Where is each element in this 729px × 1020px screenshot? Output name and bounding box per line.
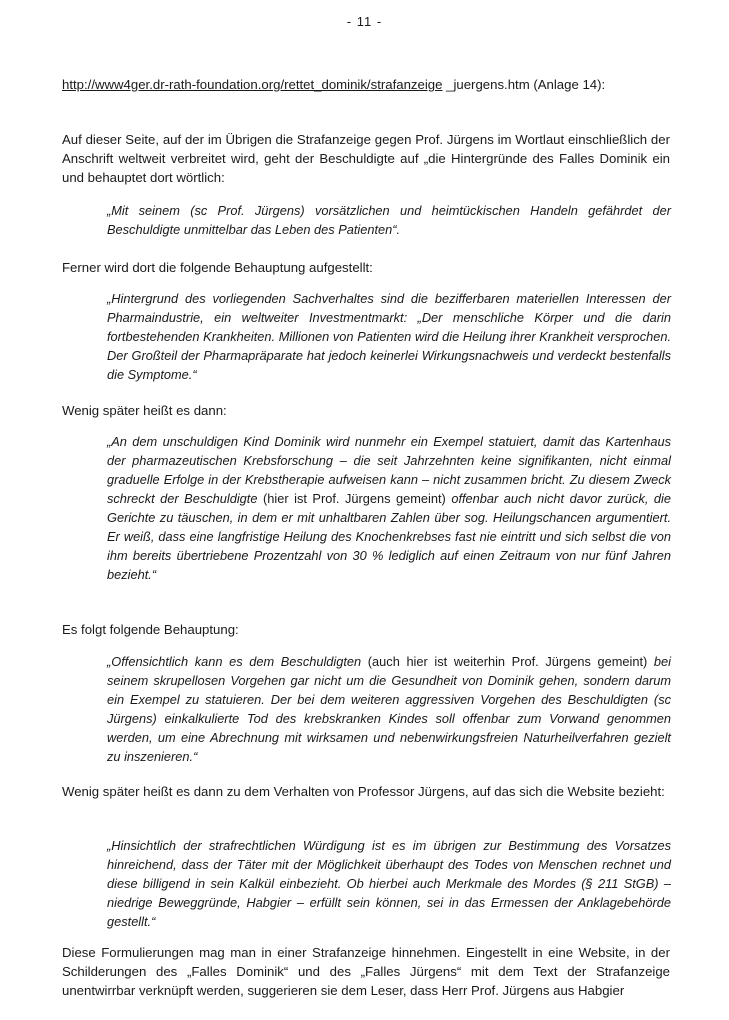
quote-3-editor-note: (hier ist Prof. Jürgens gemeint)	[262, 491, 446, 506]
page-number: - 11 -	[346, 14, 383, 29]
quote-4-editor-note: (auch hier ist weiterhin Prof. Jürgens gemeint)	[367, 654, 648, 669]
source-link-suffix: _juergens.htm (Anlage 14):	[442, 77, 606, 92]
quote-4-part-c: bei seinem skrupellosen Vorgehen gar nicht um die Gesundheit von Dominik gehen, sondern darum ein Exempel zu statuieren. Der bei dem weiteren aggressiven Vorgehen des Beschuldigten (sc Jürgens) einkalkulierte Tod des krebskranken Kindes soll offenbar zum Vorwand genommen werden, um eine Abrechnung mit wirksamen und nebenwirkungsfreien Naturheilverfahren gezielt zu inszenieren.“	[107, 654, 672, 764]
paragraph-formulierungen: Diese Formulierungen mag man in einer Strafanzeige hinnehmen. Eingestellt in eine Website, in der Schilderungen des „Falles Dominik“ und des „Falles Jürgens“ mit dem Text der Strafanzeige unentwirrbar verknüpft werden, suggerieren sie dem Leser, dass Herr Prof. Jürgens aus Habgier	[62, 945, 670, 998]
quote-1: „Mit seinem (sc Prof. Jürgens) vorsätzlichen und heimtückischen Handeln gefährdet der Beschuldigte unmittelbar das Leben des Patienten“.	[107, 203, 671, 237]
quote-3-part-c: offenbar auch nicht davor zurück, die Gerichte zu täuschen, in dem er mit unhaltbaren Zahlen über sog. Heilungschancen argumentiert. Er weiß, dass eine langfristige Heilung des Knochenkrebses fast nie eintritt und sich selbst die von ihm bereits übertriebene Prozentzahl von 30 % lediglich auf einen Zeitraum von nur fünf Jahren bezieht.“	[107, 491, 672, 582]
paragraph-wenig-spaeter: Wenig später heißt es dann:	[62, 403, 227, 418]
paragraph-ferner: Ferner wird dort die folgende Behauptung aufgestellt:	[62, 260, 373, 275]
quote-4-part-a: „Offensichtlich kann es dem Beschuldigten	[107, 654, 368, 669]
quote-3	[107, 432, 671, 584]
source-link-paragraph	[62, 75, 670, 94]
paragraph-intro: Auf dieser Seite, auf der im Übrigen die Strafanzeige gegen Prof. Jürgens im Wortlaut einschließlich der Anschrift weltweit verbreitet wird, geht der Beschuldigte auf „die Hintergründe des Falles Dominik ein und behauptet dort wörtlich:	[62, 132, 670, 185]
quote-2: „Hintergrund des vorliegenden Sachverhaltes sind die bezifferbaren materiellen Interessen der Pharmaindustrie, ein weltweiter Investmentmarkt: „Der menschliche Körper und die darin fortbestehenden Krankheiten. Millionen von Patienten wird die Heilung ihrer Krankheit versprochen. Der Großteil der Pharmapräparate hat jedoch keinerlei Wirkungsnachweis und verdeckt bestenfalls die Symptome.“	[107, 291, 671, 382]
paragraph-es-folgt: Es folgt folgende Behauptung:	[62, 622, 239, 637]
quote-3-part-a: „An dem unschuldigen Kind Dominik wird nunmehr ein Exempel statuiert, damit das Kartenhaus der pharmazeutischen Krebsforschung – die seit Jahrzehnten keine signifikanten, nicht einmal graduelle Erfolge in der Krebstherapie aufweisen kann – nicht zusammen bricht. Zu diesem Zweck schreckt der Beschuldigte	[107, 434, 671, 506]
quote-5: „Hinsichtlich der strafrechtlichen Würdigung ist es im übrigen zur Bestimmung des Vorsatzes hinreichend, dass der Täter mit der Möglichkeit überhaupt des Todes von Menschen rechnet und diese billigend in sein Kalkül einbezieht. Ob hierbei auch Merkmale des Mordes (§ 211 StGB) – niedrige Beweggründe, Habgier – erfüllt sein können, sei in das Ermessen der Anklagebehörde gestellt.“	[107, 838, 671, 929]
quote-4	[107, 652, 671, 766]
paragraph-verhalten: Wenig später heißt es dann zu dem Verhalten von Professor Jürgens, auf das sich die Website bezieht:	[62, 784, 665, 799]
source-url-link[interactable]: http://www4ger.dr-rath-foundation.org/rettet_dominik/strafanzeige	[62, 77, 443, 92]
